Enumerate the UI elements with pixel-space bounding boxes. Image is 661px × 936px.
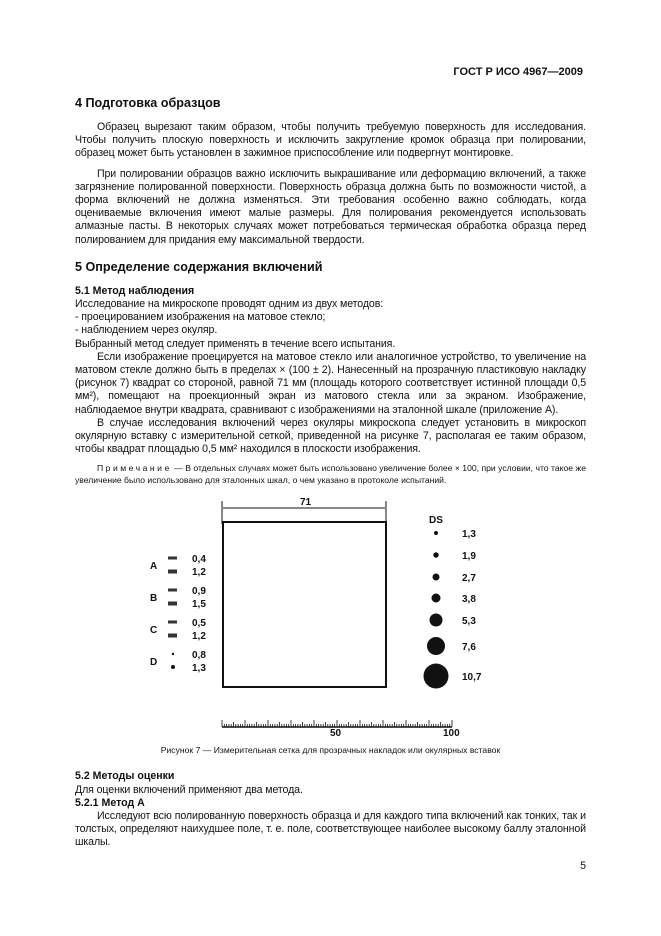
group-label: D — [150, 657, 158, 669]
ds-circle — [424, 664, 449, 689]
inclusion-mark — [171, 665, 175, 669]
group-value: 0,5 — [192, 618, 206, 630]
list-item: - проецированием изображения на матовое стекло; — [75, 311, 326, 324]
subsection-title: 5.2 Методы оценки — [75, 770, 175, 783]
ds-circle — [430, 614, 443, 627]
figure-7 — [0, 494, 661, 740]
paragraph: Выбранный метод следует применять в течение всего испытания. — [75, 337, 396, 350]
section-4-body — [75, 121, 586, 247]
note-text: — В отдельных случаях может быть использовано увеличение более × 100, при условии, что такое же увеличение было использовано для эталонных шкал, о чем указано в протоколе испытаний. — [75, 463, 586, 486]
ds-label: DS — [429, 515, 443, 527]
group-label: B — [150, 593, 158, 605]
subsection-title: 5.2.1 Метод А — [75, 796, 145, 809]
paragraph: Для оценки включений применяют два метода. — [75, 783, 303, 796]
group-value: 1,5 — [192, 599, 206, 611]
ds-value: 1,9 — [462, 551, 476, 563]
ds-circle — [427, 637, 445, 655]
figure-caption: Рисунок 7 — Измерительная сетка для прозрачных накладок или окулярных вставок — [160, 745, 501, 756]
scale-label-50: 50 — [330, 728, 342, 740]
inclusion-mark — [168, 634, 177, 638]
inclusion-mark — [168, 621, 177, 624]
group-value: 0,8 — [192, 650, 206, 662]
group-value: 0,4 — [192, 554, 206, 566]
dimension-label: 71 — [300, 497, 312, 509]
page-content — [75, 95, 586, 873]
group-value: 0,9 — [192, 586, 206, 598]
note-label: Примечание — [97, 463, 172, 474]
note — [75, 462, 586, 486]
ds-value: 3,8 — [462, 594, 476, 606]
scale-bar — [222, 720, 452, 727]
page-header: ГОСТ Р ИСО 4967—2009 — [453, 66, 583, 78]
inclusion-mark — [168, 570, 177, 574]
section-5-2-body — [75, 770, 586, 849]
scale-label-100: 100 — [443, 728, 460, 740]
page-number: 5 — [580, 859, 586, 872]
ds-value: 2,7 — [462, 573, 476, 585]
inclusion-mark — [172, 653, 174, 655]
paragraph: Если изображение проецируется на матовое стекло или аналогичное устройство, то увеличение на матовом стекле должно быть в пределах × (100 ± 2). Нанесенный на прозрачную пластиковую накладку (рисунок 7) квадрат со стороной, равной 71 мм (площадь которого соответствует истинной площади 0,5 мм²), помещают на проекционный экран из матового стекла или за экраном. Изображение, наблюдаемое внутри квадрата, сравнивают с изображениями на эталонной шкале (приложение А). — [75, 350, 586, 416]
inclusion-mark — [168, 589, 177, 592]
subsection-title: 5.1 Метод наблюдения — [75, 284, 195, 297]
inclusion-mark — [168, 602, 177, 606]
ds-circle — [432, 594, 441, 603]
list-item: - наблюдением через окуляр. — [75, 324, 218, 337]
paragraph: Исследуют всю полированную поверхность образца и для каждого типа включений как тонких, так и толстых, определяют наихудшее поле, т. е. поле, соответствующее наиболее высокому баллу эталонной шкалы. — [75, 810, 586, 849]
ds-value: 1,3 — [462, 529, 476, 541]
group-value: 1,2 — [192, 631, 206, 643]
paragraph: Образец вырезают таким образом, чтобы получить требуемую поверхность для исследования. Чтобы получить плоскую поверхность и исключить закругление кромок образца при полировании, образец может быть установлен в зажимное приспособление или подвергнут монтировке. — [75, 121, 586, 160]
ds-value: 5,3 — [462, 616, 476, 628]
inclusion-mark — [168, 557, 177, 560]
ds-value: 7,6 — [462, 642, 476, 654]
group-value: 1,2 — [192, 567, 206, 579]
paragraph: При полировании образцов важно исключить выкрашивание или деформацию включений, а также загрязнение полированной поверхности. Поверхность образца должна быть по возможности чистой, а форма включений не должна изменяться. Эти требования особенно важно соблюдать, когда оцениваемые включения имеют малые размеры. Для полирования рекомендуется использовать алмазные пасты. В некоторых случаях может потребоваться термическая обработка образца перед полированием для придания ему максимальной твердости. — [75, 167, 586, 246]
measuring-square — [223, 522, 386, 687]
ds-circle — [433, 553, 438, 558]
ds-circle — [433, 574, 440, 581]
paragraph: Исследование на микроскопе проводят одним из двух методов: — [75, 298, 384, 311]
group-label: C — [150, 625, 158, 637]
ds-value: 10,7 — [462, 672, 482, 684]
section-5-body — [75, 285, 586, 487]
section-5-title: 5 Определение содержания включений — [75, 259, 323, 274]
group-value: 1,3 — [192, 663, 206, 675]
group-label: A — [150, 561, 158, 573]
ds-circle — [434, 531, 438, 535]
section-4-title: 4 Подготовка образцов — [75, 96, 221, 110]
paragraph: В случае исследования включений через окуляры микроскопа следует установить в микроскоп окулярную вставку с измерительной сеткой, приведенной на рисунке 7, располагая ее таким образом, чтобы квадрат площадью 0,5 мм² находился в плоскости изображения. — [75, 416, 586, 456]
